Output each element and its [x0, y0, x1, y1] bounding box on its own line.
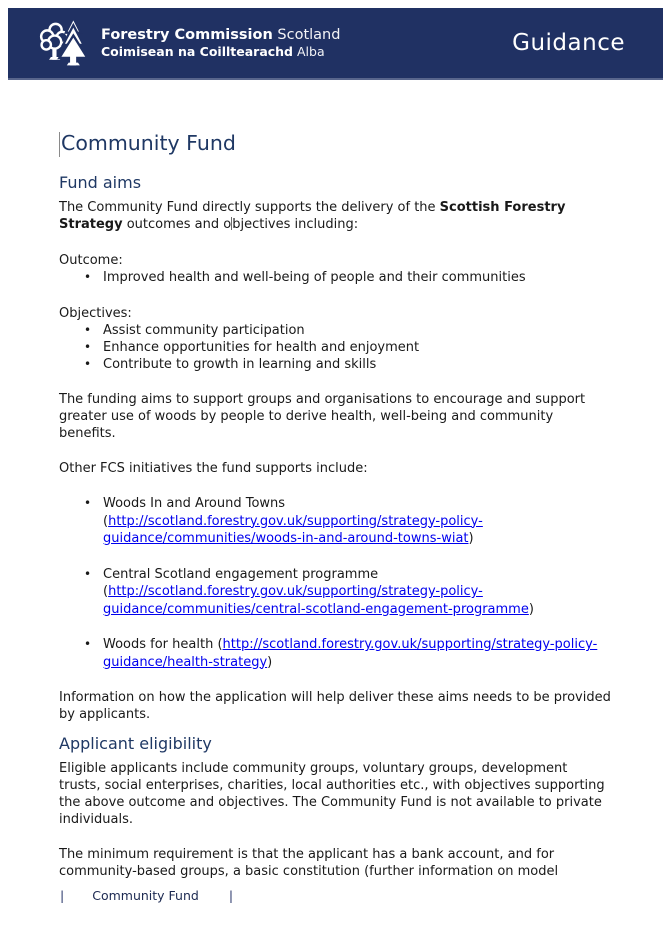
- header-banner: [8, 8, 663, 80]
- open-paren: (: [103, 584, 109, 599]
- page-title: Community Fund: [61, 131, 236, 155]
- funding-aims-paragraph: The funding aims to support groups and organisations to encourage and support greater use of woods by people to derive health, well-being and community benefits.: [59, 392, 586, 441]
- intro-bold: Scottish Forestry Strategy: [59, 200, 566, 232]
- link-text: guidance/communities/woods-in-and-around-towns-wiat: [103, 531, 469, 546]
- objective-item: Contribute to growth in learning and skills: [103, 357, 377, 372]
- outcome-label: Outcome:: [59, 253, 123, 268]
- logo-text: [101, 26, 340, 60]
- link-text: guidance/health-strategy: [103, 654, 268, 670]
- objectives-label: Objectives:: [59, 306, 132, 321]
- initiatives-intro: Other FCS initiatives the fund supports include:: [59, 461, 368, 476]
- intro-post-a: outcomes and o: [122, 217, 232, 232]
- bullet-icon: •: [84, 496, 92, 510]
- outcome-item: Improved health and well-being of people and their communities: [103, 270, 526, 285]
- initiative-item-woods-for-health: [59, 636, 612, 671]
- link-text: http://scotland.forestry.gov.uk/supporting/strategy-policy-: [222, 637, 598, 652]
- objective-item: Assist community participation: [103, 323, 305, 338]
- initiative-name: Woods for health: [103, 637, 218, 652]
- initiative-link-line: [103, 601, 612, 619]
- eligibility-paragraph-1: Eligible applicants include community groups, voluntary groups, development trusts, social enterprises, charities, local authorities etc., with objectives supporting the above outcome and objectives. The Community Fund is not available to private individuals.: [59, 761, 605, 827]
- document-body: [59, 130, 612, 880]
- initiative-name: Central Scotland engagement programme: [103, 566, 379, 582]
- intro-post-b: bjectives including:: [232, 217, 359, 232]
- initiative-link-line: [103, 583, 612, 601]
- central-scotland-link[interactable]: [103, 602, 529, 617]
- bullet-icon: •: [84, 637, 92, 651]
- initiative-item-central-scotland: [59, 566, 612, 619]
- woods-for-health-link[interactable]: [223, 637, 598, 652]
- wiat-link[interactable]: [103, 531, 469, 546]
- link-text: http://scotland.forestry.gov.uk/supporting/strategy-policy-: [108, 584, 483, 599]
- footer-pipe: |: [228, 888, 234, 903]
- list-item: [59, 269, 612, 286]
- initiative-name: Woods In and Around Towns: [103, 496, 286, 511]
- logo-name-bold: Forestry Commission: [101, 27, 273, 44]
- logo-gaelic-bold: Coimisean na Coilltearachd: [101, 44, 294, 60]
- objective-item: Enhance opportunities for health and enjoyment: [103, 340, 420, 355]
- bullet-icon: •: [84, 340, 92, 354]
- close-paren: ): [267, 654, 273, 670]
- fund-aims-intro-paragraph: [59, 199, 612, 233]
- eligibility-paragraph-2: The minimum requirement is that the applicant has a bank account, and for community-based groups, a basic constitution (further information on model: [59, 847, 559, 879]
- wiat-link[interactable]: [108, 514, 483, 529]
- section-heading-applicant-eligibility: Applicant eligibility: [59, 734, 212, 753]
- outcome-list: [59, 269, 612, 286]
- document-type-label: Guidance: [512, 30, 625, 56]
- list-item: [59, 339, 612, 356]
- bullet-icon: •: [84, 357, 92, 371]
- section-heading-fund-aims: Fund aims: [59, 173, 142, 192]
- list-item: [59, 356, 612, 373]
- forestry-commission-logo: [36, 16, 340, 70]
- initiative-link-line: [103, 513, 612, 531]
- initiative-link-line: [103, 654, 612, 672]
- initiatives-list: [59, 495, 612, 671]
- bullet-icon: •: [84, 566, 92, 581]
- link-text: guidance/communities/central-scotland-engagement-programme: [103, 601, 529, 617]
- initiative-name-and-link-line: [103, 636, 612, 654]
- close-paren: ): [528, 601, 534, 617]
- intro-pre: The Community Fund directly supports the delivery of the: [59, 200, 440, 215]
- text-cursor: [59, 132, 60, 157]
- closing-paragraph: Information on how the application will help deliver these aims needs to be provided by applicants.: [59, 690, 611, 722]
- footer-title: Community Fund: [92, 888, 199, 903]
- list-item: [59, 322, 612, 339]
- trees-logo-icon: [36, 16, 92, 70]
- logo-gaelic-line: [101, 44, 340, 60]
- title-row: [59, 130, 612, 157]
- logo-name-line: [101, 26, 340, 44]
- bullet-icon: •: [84, 270, 92, 284]
- objectives-list: [59, 322, 612, 373]
- page-footer: [60, 888, 233, 903]
- link-text: http://scotland.forestry.gov.uk/supporting/strategy-policy-: [108, 513, 483, 529]
- logo-gaelic-regular: Alba: [297, 44, 325, 60]
- footer-pipe: |: [60, 888, 65, 903]
- open-paren: (: [217, 637, 223, 652]
- open-paren: (: [103, 513, 109, 529]
- close-paren: ): [468, 531, 474, 546]
- logo-name-regular: Scotland: [277, 27, 341, 44]
- woods-for-health-link[interactable]: [103, 655, 267, 670]
- initiative-link-line: [103, 530, 612, 548]
- central-scotland-link[interactable]: [108, 584, 483, 599]
- initiative-item-wiat: [59, 495, 612, 548]
- bullet-icon: •: [84, 323, 92, 337]
